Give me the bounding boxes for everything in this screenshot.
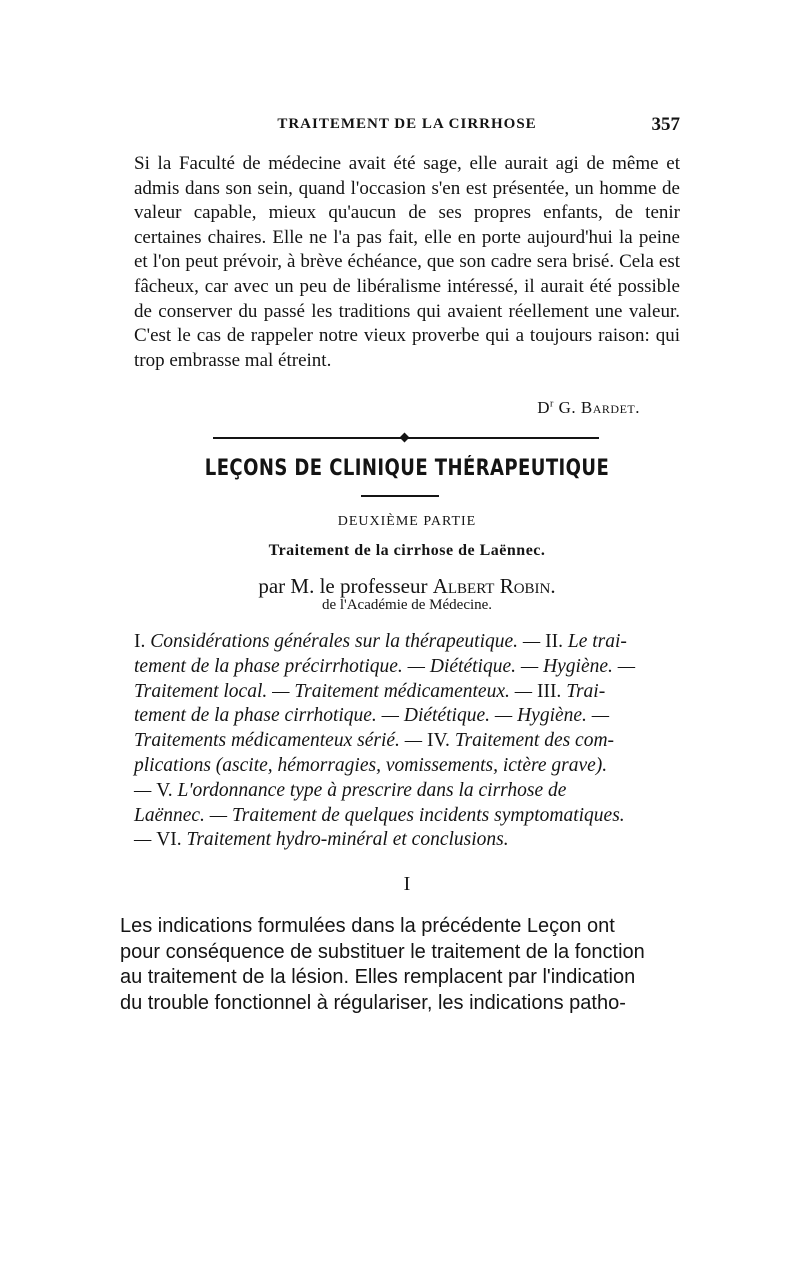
summary-line: — V. L'ordonnance type à prescrire dans la cirrhose de: [134, 779, 567, 801]
body-line: Les indications formulées dans la précédente Leçon ont: [120, 915, 615, 937]
signature-prefix: D: [537, 398, 551, 417]
body-line: pour conséquence de substituer le traitement de la fonction: [120, 940, 645, 963]
diamond-ornament-icon: [400, 433, 410, 443]
summary-line: Traitements médicamenteux sérié. — IV. Traitement des com-: [134, 730, 615, 752]
body-line: du trouble fonctionnel à régulariser, les indications patho-: [120, 991, 626, 1014]
page-number: 357: [651, 114, 680, 135]
summary-line: Traitement local. — Traitement médicamenteux. — III. Trai-: [134, 680, 606, 702]
ornamental-rule: [213, 435, 599, 441]
part-label: DEUXIÈME PARTIE: [337, 514, 477, 529]
summary-line: tement de la phase précirrhotique. — Diététique. — Hygiène. —: [134, 655, 636, 677]
summary-line: plications (ascite, hémorragies, vomissements, ictère grave).: [134, 754, 608, 776]
signature: [537, 398, 640, 418]
signature-name: G. Bardet.: [558, 398, 640, 417]
running-head: [134, 116, 680, 136]
author-line: [134, 574, 680, 599]
author-prefix: par M. le professeur: [258, 574, 428, 598]
summary-line: I. Considérations générales sur la thérapeutique. — II. Le trai-: [134, 631, 627, 652]
affiliation: de l'Académie de Médecine.: [321, 597, 493, 613]
lecture-summary: [134, 630, 680, 853]
short-rule: [361, 495, 439, 497]
signature-sup: r: [550, 398, 554, 410]
lecture-title: Traitement de la cirrhose de Laënnec.: [268, 542, 546, 559]
summary-line: tement de la phase cirrhotique. — Diététique. — Hygiène. —: [134, 705, 610, 727]
summary-line: — VI. Traitement hydro-minéral et conclusions.: [134, 829, 509, 851]
body-line: au traitement de la lésion. Elles remplacent par l'indication: [120, 966, 636, 988]
summary-line: Laënnec. — Traitement de quelques incidents symptomatiques.: [134, 804, 625, 826]
previous-article-text: Si la Faculté de médecine avait été sage, elle aurait agi de même et admis dans son sein, quand l'occasion s'en est présentée, un homme de valeur capable, mieux qu'aucun de ses propres enfants, de tenir certaines chaires. Elle ne l'a pas fait, elle en porte aujourd'hui la peine et l'on peut prévoir, à brève échéance, que son cadre sera brisé. Cela est fâcheux, car avec un peu de libéralisme intéressé, il aurait été possible de conserver du passé les traditions qui avaient réellement une valeur. C'est le cas de rappeler notre vieux proverbe qui a toujours raison: qui trop embrasse mal étreint.: [134, 153, 680, 371]
body-paragraph: [120, 914, 680, 1016]
section-title: LEÇONS DE CLINIQUE THÉRAPEUTIQUE: [204, 456, 610, 481]
author-name: Albert Robin.: [432, 574, 556, 598]
previous-article-paragraph: [134, 152, 680, 373]
running-title: TRAITEMENT DE LA CIRRHOSE: [277, 116, 537, 132]
chapter-numeral: I: [403, 873, 411, 895]
